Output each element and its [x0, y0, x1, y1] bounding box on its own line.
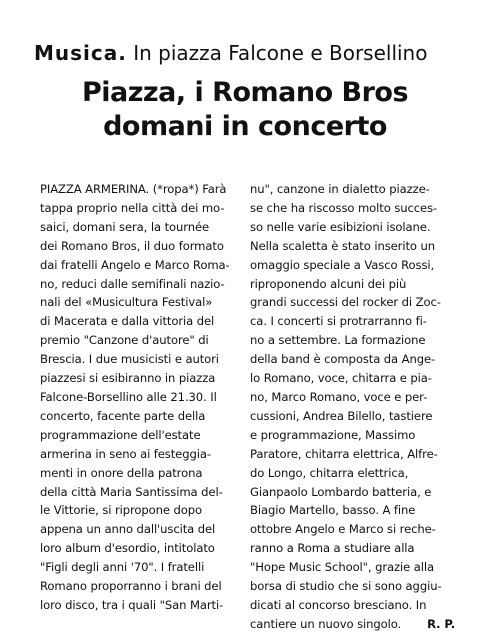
text-line: "Figli degli anni '70". I fratelli [40, 560, 205, 575]
text-line: appena un anno dall'uscita del [40, 522, 216, 537]
text-line: Biagio Martello, basso. A fine [250, 503, 416, 518]
text-line: Brescia. I due musicisti e autori [40, 352, 219, 367]
text-line: grandi successi del rocker di Zoc- [250, 295, 441, 310]
text-line: riproponendo alcuni dei più [250, 276, 407, 291]
text-line: se che ha riscosso molto succes- [250, 200, 438, 215]
text-line: ca. I concerti si protrarranno fi- [250, 314, 427, 329]
text-line: saici, domani sera, la tournée [40, 219, 210, 234]
text-line: omaggio speciale a Vasco Rossi, [250, 257, 435, 272]
article-kicker [34, 40, 474, 66]
article-column-right [250, 180, 455, 634]
section-label: Musica. [34, 41, 127, 65]
text-line: dei Romano Bros, il duo formato [40, 238, 224, 253]
text-line: no, reduci dalle semifinali nazio- [40, 276, 225, 291]
text-line: cantiere un nuovo singolo. [250, 616, 402, 631]
closing-line [250, 615, 455, 634]
text-line: loro disco, tra i quali "San Marti- [40, 597, 224, 612]
text-line: Romano proporranno i brani del [40, 579, 222, 594]
text-line: lo Romano, voce, chitarra e pia- [250, 371, 432, 386]
text-line: piazzesi si esibiranno in piazza [40, 371, 216, 386]
text-line: ottobre Angelo e Marco si reche- [250, 522, 436, 537]
text-line: PIAZZA ARMERINA. (*ropa*) Farà [40, 182, 227, 196]
text-line: nu", canzone in dialetto piazze- [250, 182, 430, 196]
text-line: dicati al concorso bresciano. In [250, 597, 427, 612]
text-line: premio "Canzone d'autore" di [40, 333, 209, 348]
text-line: menti in onore della patrona [40, 465, 203, 480]
text-line: della città Maria Santissima del- [40, 484, 223, 499]
article-column-left [40, 180, 245, 615]
headline-line: domani in concerto [103, 111, 387, 142]
text-line: Nella scaletta è stato inserito un [250, 238, 435, 253]
text-line: concerto, facente parte della [40, 408, 206, 423]
text-line: Falcone-Borsellino alle 21.30. Il [40, 389, 217, 404]
text-line: do Longo, chitarra elettrica, [250, 465, 409, 480]
text-line: nali del «Musicultura Festival» [40, 295, 213, 310]
text-line: di Macerata e dalla vittoria del [40, 314, 215, 329]
text-line: tappa proprio nella città dei mo- [40, 200, 225, 215]
text-line: ranno a Roma a studiare alla [250, 541, 415, 556]
text-line: no a settembre. La formazione [250, 333, 426, 348]
text-line: programmazione dell'estate [40, 427, 201, 442]
text-line: "Hope Music School", grazie alla [250, 560, 434, 575]
text-line: dai fratelli Angelo e Marco Roma- [40, 257, 230, 272]
text-line: armerina in seno ai festeggia- [40, 446, 211, 461]
text-line: e programmazione, Massimo [250, 427, 416, 442]
text-line: Paratore, chitarra elettrica, Alfre- [250, 446, 438, 461]
author-signature: R. P. [427, 616, 455, 631]
text-line: della band è composta da Ange- [250, 352, 436, 367]
text-line: le Vittorie, si ripropone dopo [40, 503, 203, 518]
headline-line: Piazza, i Romano Bros [81, 77, 409, 108]
text-line: Gianpaolo Lombardo batteria, e [250, 484, 432, 499]
text-line: cussioni, Andrea Bilello, tastiere [250, 408, 433, 423]
subheading: In piazza Falcone e Borsellino [133, 41, 428, 65]
text-line: no, Marco Romano, voce e per- [250, 389, 428, 404]
text-line: so nelle varie esibizioni isolane. [250, 219, 431, 234]
headline [40, 76, 450, 144]
text-line: borsa di studio che si sono aggiu- [250, 579, 442, 594]
text-line: loro album d'esordio, intitolato [40, 541, 215, 556]
